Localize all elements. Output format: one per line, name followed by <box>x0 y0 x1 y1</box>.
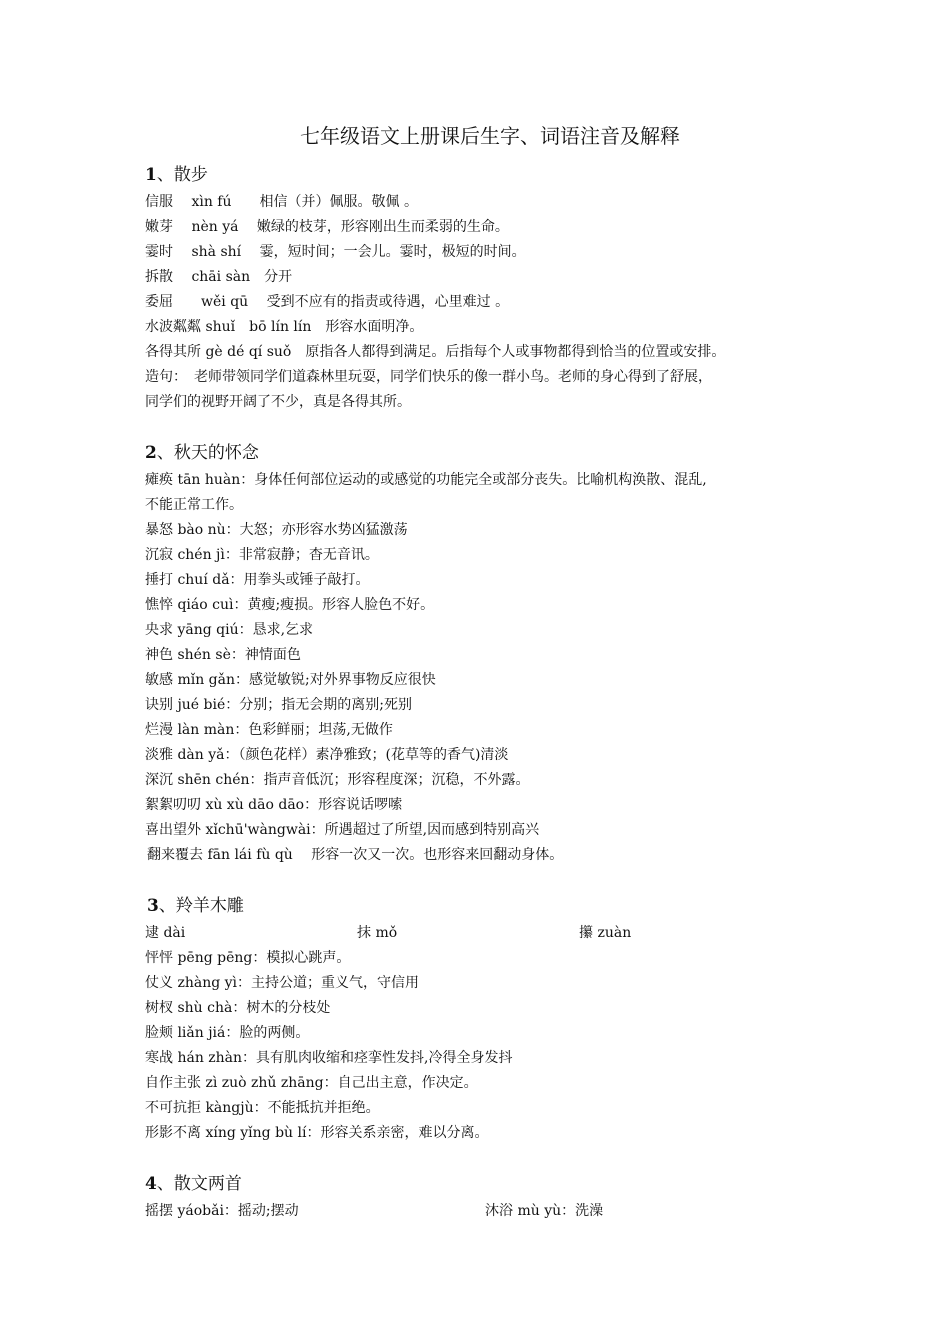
vocab-line: 深沉 shēn chén：指声音低沉；形容程度深；沉稳，不外露。 <box>145 772 530 788</box>
section-heading: 1、散步 <box>145 165 208 185</box>
vocab-line: 造句： 老师带领同学们道森林里玩耍，同学们快乐的像一群小鸟。老师的身心得到了舒展， <box>145 369 712 385</box>
vocab-line: 沉寂 chén jì：非常寂静；杳无音讯。 <box>145 547 379 563</box>
vocab-line: 树杈 shù chà：树木的分枝处 <box>145 1000 331 1016</box>
vocab-line: 信服 xìn fú 相信（并）佩服。敬佩 。 <box>145 194 418 210</box>
section-4 <box>145 1169 825 1224</box>
vocab-line: 暴怒 bào nù：大怒；亦形容水势凶猛激荡 <box>145 522 408 538</box>
vocab-line: 捶打 chuí dǎ：用拳头或锤子敲打。 <box>145 572 370 588</box>
vocab-item: 摇摆 yáobǎi：摇动;摆动 <box>145 1203 299 1219</box>
vocab-line: 自作主张 zì zuò zhǔ zhāng：自己出主意，作决定。 <box>145 1075 478 1091</box>
page-title: 七年级语文上册课后生字、词语注音及解释 <box>300 124 680 148</box>
character-item: 攥 zuàn <box>579 925 632 941</box>
vocab-line: 翻来覆去 fān lái fù qù 形容一次又一次。也形容来回翻动身体。 <box>147 847 564 863</box>
vocab-line: 各得其所 gè dé qí suǒ 原指各人都得到满足。后指每个人或事物都得到恰当的位置或安排。 <box>145 344 726 360</box>
vocab-line: 瘫痪 tān huàn：身体任何部位运动的或感觉的功能完全或部分丧失。比喻机构涣散、混乱, <box>145 472 707 488</box>
vocab-line: 霎时 shà shí 霎，短时间；一会儿。霎时，极短的时间。 <box>145 244 526 260</box>
section-2 <box>145 438 825 868</box>
vocab-line: 神色 shén sè：神情面色 <box>145 647 301 663</box>
vocab-line: 形影不离 xíng yǐng bù lí：形容关系亲密，难以分离。 <box>145 1125 489 1141</box>
vocab-line: 脸颊 liǎn jiá：脸的两侧。 <box>145 1025 310 1041</box>
section-heading: 4、散文两首 <box>145 1174 242 1194</box>
vocab-line: 寒战 hán zhàn：具有肌肉收缩和痉挛性发抖,冷得全身发抖 <box>145 1050 513 1066</box>
vocab-line: 同学们的视野开阔了不少，真是各得其所。 <box>145 394 411 410</box>
vocab-line: 烂漫 làn màn：色彩鲜丽；坦荡,无做作 <box>145 722 393 738</box>
vocab-line: 淡雅 dàn yǎ：（颜色花样）素净雅致；(花草等的香气)清淡 <box>145 747 509 763</box>
vocab-line: 敏感 mǐn gǎn：感觉敏锐;对外界事物反应很快 <box>145 672 436 688</box>
vocab-line: 诀别 jué bié：分别；指无会期的离别;死别 <box>145 697 412 713</box>
content <box>145 160 825 1224</box>
vocab-item: 沐浴 mù yù：洗澡 <box>485 1203 604 1219</box>
section-heading: 2、秋天的怀念 <box>145 443 259 463</box>
character-row <box>145 921 825 946</box>
vocab-line: 委屈 wěi qū 受到不应有的指责或待遇，心里难过 。 <box>145 294 510 310</box>
section-1 <box>145 160 825 415</box>
vocab-line: 嫩芽 nèn yá 嫩绿的枝芽，形容刚出生而柔弱的生命。 <box>145 219 509 235</box>
vocab-line: 仗义 zhàng yì：主持公道；重义气，守信用 <box>145 975 420 991</box>
vocab-line: 怦怦 pēng pēng：模拟心跳声。 <box>145 950 351 966</box>
vocab-line: 憔悴 qiáo cuì：黄瘦;瘦损。形容人脸色不好。 <box>145 597 435 613</box>
character-item: 逮 dài <box>145 925 186 941</box>
vocab-line: 不能正常工作。 <box>145 497 243 513</box>
vocab-row <box>145 1199 825 1224</box>
vocab-line: 絮絮叨叨 xù xù dāo dāo：形容说话啰嗦 <box>145 797 403 813</box>
vocab-line: 不可抗拒 kàngjù：不能抵抗并拒绝。 <box>145 1100 380 1116</box>
vocab-line: 央求 yāng qiú：恳求,乞求 <box>145 622 314 638</box>
section-3 <box>145 891 825 1146</box>
vocab-line: 水波粼粼 shuǐ bō lín lín 形容水面明净。 <box>145 319 424 335</box>
vocab-line: 喜出望外 xǐchū'wàngwài：所遇超过了所望,因而感到特别高兴 <box>145 822 540 838</box>
section-heading: 3、羚羊木雕 <box>147 896 244 916</box>
vocab-line: 拆散 chāi sàn 分开 <box>145 269 293 285</box>
character-item: 抹 mǒ <box>357 925 398 941</box>
